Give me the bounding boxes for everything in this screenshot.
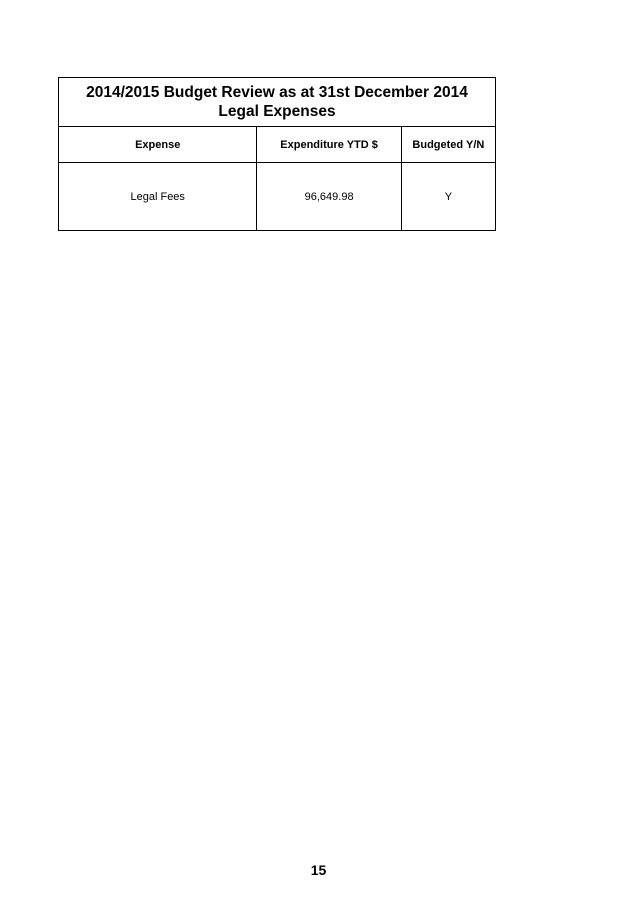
- cell-budgeted: Y: [401, 163, 495, 231]
- cell-expense: Legal Fees: [59, 163, 257, 231]
- cell-expenditure: 96,649.98: [257, 163, 401, 231]
- header-expenditure-ytd: Expenditure YTD $: [257, 127, 401, 163]
- table-title: 2014/2015 Budget Review as at 31st December 2014: [86, 84, 468, 101]
- table-title-row: [59, 78, 496, 127]
- header-budgeted: Budgeted Y/N: [401, 127, 495, 163]
- header-expense: Expense: [59, 127, 257, 163]
- table-title-cell: [59, 78, 496, 127]
- table-subtitle: Legal Expenses: [218, 103, 336, 120]
- table-header-row: [59, 127, 496, 163]
- page-number: 15: [310, 862, 327, 878]
- table-row: [59, 163, 496, 231]
- budget-review-table: [58, 77, 496, 231]
